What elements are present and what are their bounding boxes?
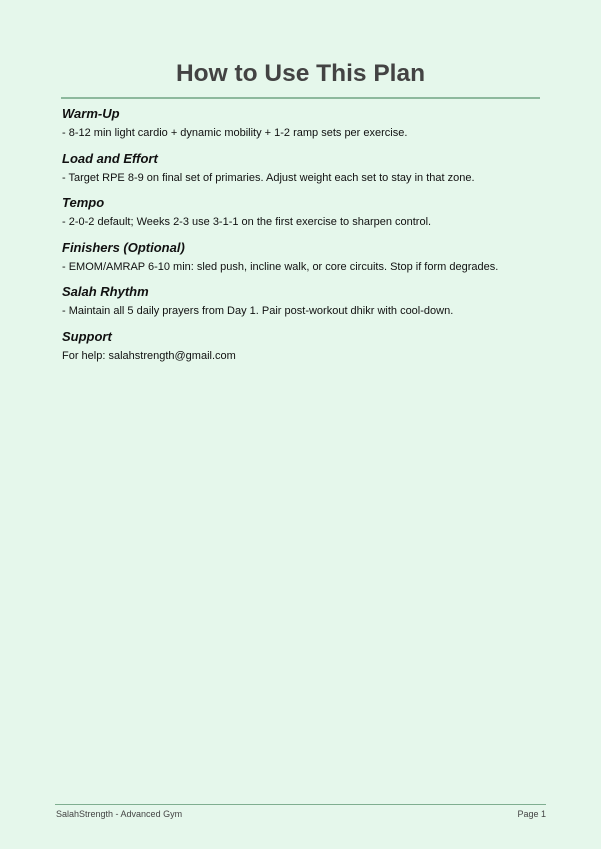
section-heading: Load and Effort [62, 150, 158, 166]
title-divider [61, 97, 540, 99]
section-finishers [62, 240, 542, 285]
section-warm-up [62, 106, 542, 151]
section-body: - Maintain all 5 daily prayers from Day 1. Pair post-workout dhikr with cool-down. [62, 305, 454, 318]
section-heading: Support [62, 328, 112, 344]
section-body: For help: salahstrength@gmail.com [62, 349, 236, 362]
section-tempo [62, 195, 542, 240]
section-body: - 8-12 min light cardio + dynamic mobility + 1-2 ramp sets per exercise. [62, 127, 408, 139]
footer-divider [55, 804, 546, 805]
section-heading: Warm-Up [62, 106, 120, 121]
page-number: Page 1 [517, 809, 546, 819]
section-heading: Salah Rhythm [62, 284, 149, 300]
page-title: How to Use This Plan [175, 60, 426, 87]
section-body: - 2-0-2 default; Weeks 2-3 use 3-1-1 on the first exercise to sharpen control. [62, 216, 432, 229]
section-body: - EMOM/AMRAP 6-10 min: sled push, incline walk, or core circuits. Stop if form degrades. [62, 260, 499, 273]
section-salah-rhythm [62, 284, 542, 329]
section-support [62, 329, 542, 374]
footer-left: SalahStrength - Advanced Gym [56, 809, 183, 819]
section-body: - Target RPE 8-9 on final set of primaries. Adjust weight each set to stay in that zone. [62, 171, 475, 184]
section-heading: Finishers (Optional) [62, 239, 185, 255]
sections [62, 106, 542, 374]
section-load-effort [62, 151, 542, 196]
section-heading: Tempo [62, 195, 105, 211]
